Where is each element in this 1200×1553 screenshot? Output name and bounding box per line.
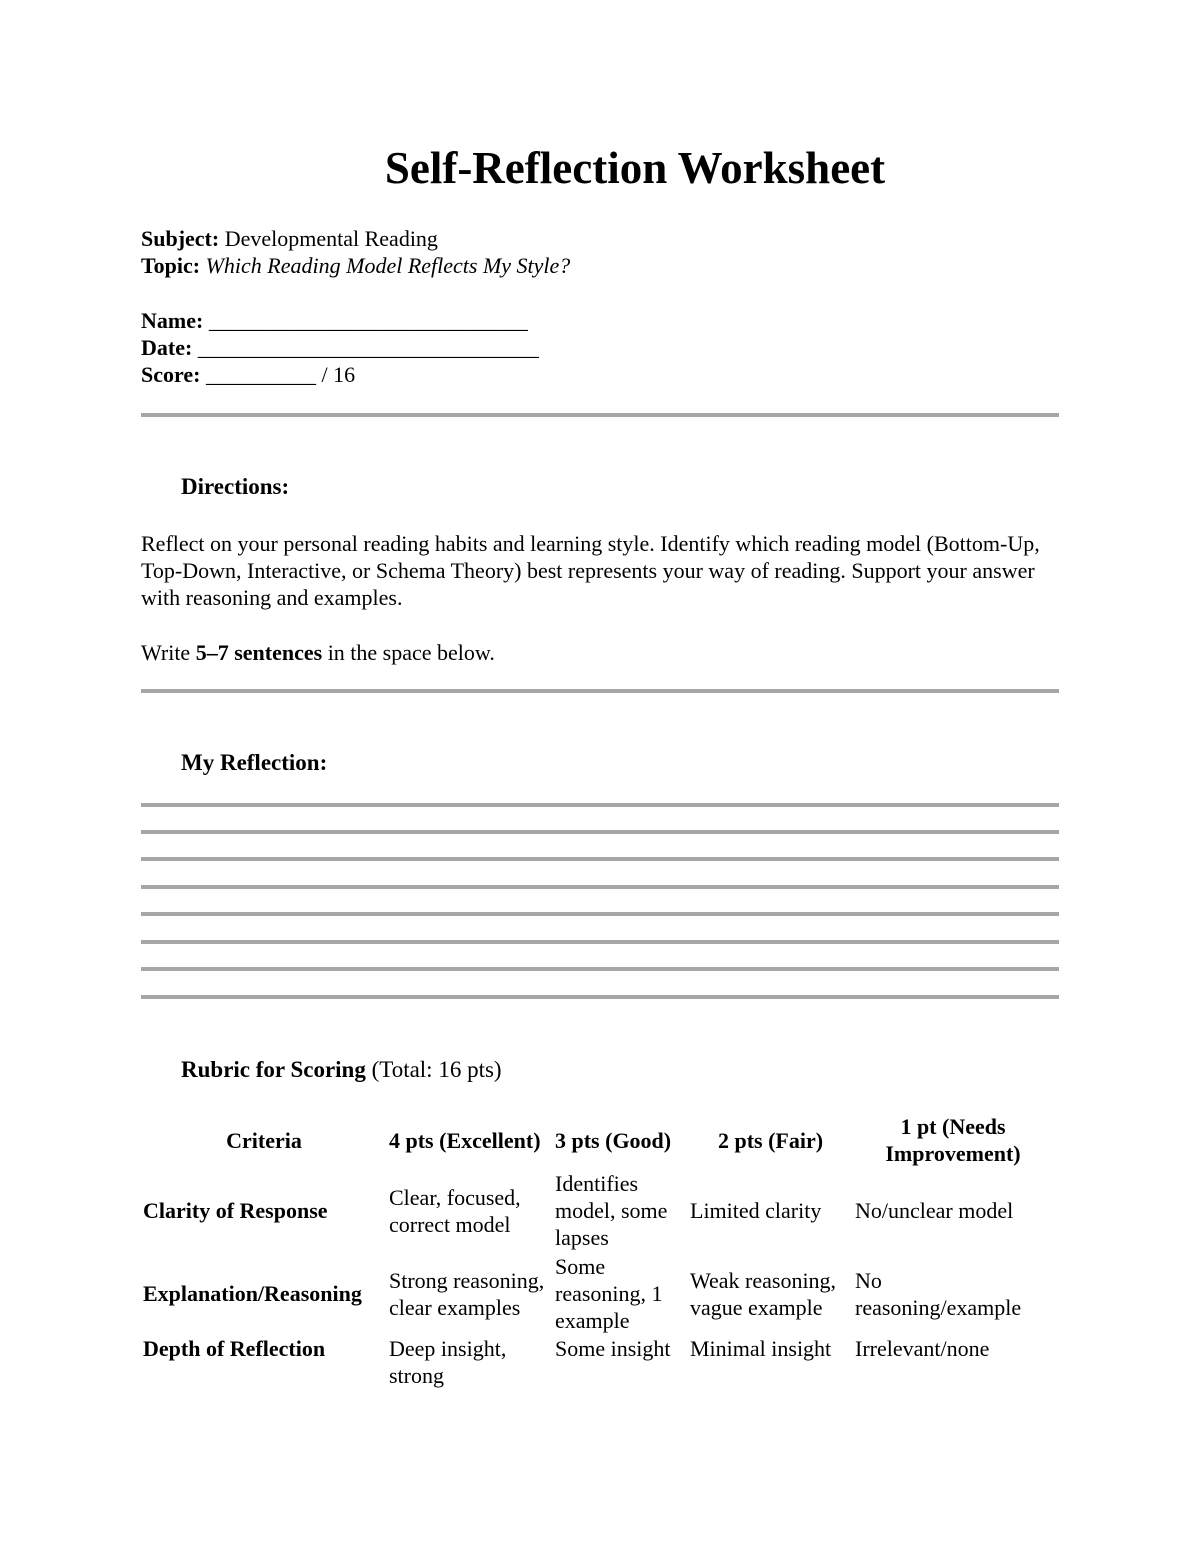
write-count: 5–7 sentences xyxy=(195,640,323,665)
rubric-cell: No/unclear model xyxy=(855,1198,1014,1223)
rubric-col-header: 4 pts (Excellent) xyxy=(389,1127,541,1153)
rubric-heading-total: (Total: 16 pts) xyxy=(365,1057,502,1082)
rubric-heading-bold: Rubric for Scoring xyxy=(181,1057,366,1082)
rubric-heading xyxy=(181,1055,502,1085)
reflection-writing-line[interactable] xyxy=(141,995,1059,999)
divider xyxy=(141,689,1059,693)
score-label: Score: xyxy=(141,362,201,387)
rubric-col-header: 2 pts (Fair) xyxy=(717,1127,824,1153)
reflection-heading: My Reflection: xyxy=(181,750,328,775)
name-blank[interactable]: _____________________________ xyxy=(208,308,528,333)
reflection-writing-line[interactable] xyxy=(141,857,1059,861)
topic-value: Which Reading Model Reflects My Style? xyxy=(205,253,571,278)
subject-label: Subject: xyxy=(141,226,220,251)
directions-text: Reflect on your personal reading habits and learning style. Identify which reading model (Bottom-Up, Top-Down, Interactive, or Schema Theory) best represents your way of reading. Support your answer with reasoning and examples. xyxy=(141,531,1040,610)
topic-label: Topic: xyxy=(141,253,201,278)
subject-line xyxy=(141,225,438,252)
rubric-col-header: Criteria xyxy=(226,1127,302,1153)
date-line xyxy=(141,334,539,361)
score-total: / 16 xyxy=(321,362,356,387)
date-blank[interactable]: _______________________________ xyxy=(197,335,539,360)
rubric-cell: Deep insight, strong xyxy=(389,1336,507,1388)
reflection-writing-line[interactable] xyxy=(141,940,1059,944)
rubric-cell: Strong reasoning, clear examples xyxy=(389,1267,545,1320)
directions-heading: Directions: xyxy=(181,474,290,499)
score-blank[interactable]: __________ xyxy=(205,362,316,387)
reflection-writing-line[interactable] xyxy=(141,830,1059,834)
subject-value: Developmental Reading xyxy=(224,226,438,251)
rubric-row xyxy=(141,1169,1053,1252)
reflection-writing-line[interactable] xyxy=(141,885,1059,889)
name-line xyxy=(141,307,528,334)
rubric-criteria: Explanation/Reasoning xyxy=(143,1281,362,1306)
rubric-header-row xyxy=(141,1111,1053,1169)
score-line xyxy=(141,361,355,388)
reflection-writing-line[interactable] xyxy=(141,967,1059,971)
page-title: Self-Reflection Worksheet xyxy=(384,143,886,193)
rubric-cell: No reasoning/example xyxy=(855,1267,1022,1320)
write-prefix: Write xyxy=(141,640,196,665)
rubric-row xyxy=(141,1252,1053,1335)
write-suffix: in the space below. xyxy=(322,640,495,665)
rubric-cell: Identifies model, some lapses xyxy=(555,1171,668,1250)
name-label: Name: xyxy=(141,308,204,333)
rubric-cell: Some insight xyxy=(555,1336,671,1361)
date-label: Date: xyxy=(141,335,193,360)
rubric-cell: Limited clarity xyxy=(690,1198,822,1223)
topic-line xyxy=(141,252,570,279)
rubric-col-header: 1 pt (Needs Improvement) xyxy=(885,1114,1021,1166)
reflection-writing-line[interactable] xyxy=(141,912,1059,916)
rubric-criteria: Clarity of Response xyxy=(143,1198,328,1223)
rubric-cell: Irrelevant/none xyxy=(855,1336,990,1361)
rubric-cell: Minimal insight xyxy=(690,1336,832,1361)
rubric-col-header: 3 pts (Good) xyxy=(555,1127,672,1153)
rubric-table xyxy=(141,1111,1053,1389)
rubric-cell: Some reasoning, 1 example xyxy=(555,1254,663,1333)
directions-instruction xyxy=(141,639,1071,666)
rubric-criteria: Depth of Reflection xyxy=(143,1336,326,1361)
reflection-writing-line[interactable] xyxy=(141,803,1059,807)
rubric-cell: Weak reasoning, vague example xyxy=(690,1267,837,1320)
rubric-cell: Clear, focused, correct model xyxy=(389,1184,521,1237)
divider xyxy=(141,413,1059,417)
rubric-row xyxy=(141,1335,1053,1389)
